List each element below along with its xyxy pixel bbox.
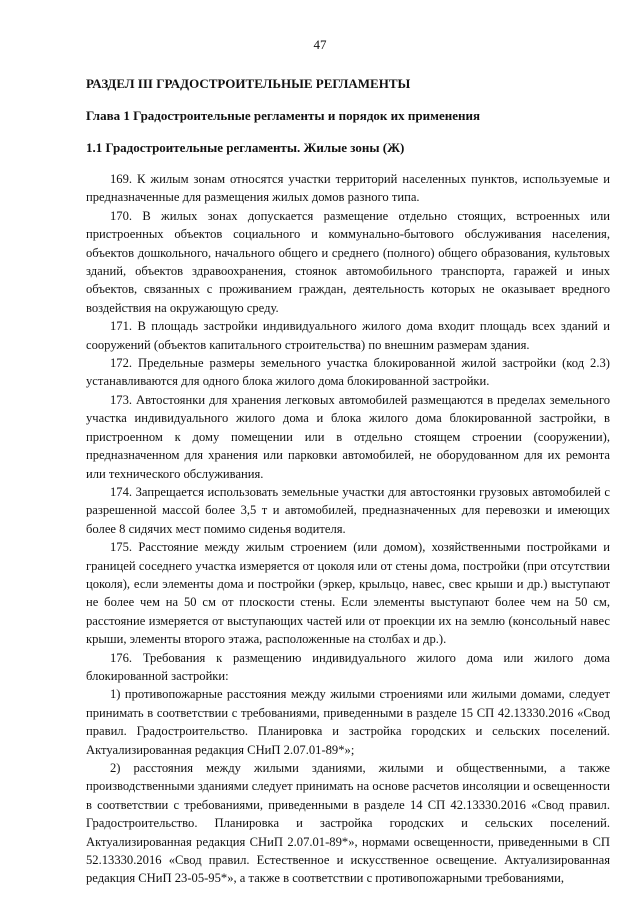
paragraph-171: 171. В площадь застройки индивидуального жилого дома входит площадь всех зданий и сооружений (объектов капитального строительства) по внешним размерам здания. <box>86 319 610 352</box>
section-title: РАЗДЕЛ III ГРАДОСТРОИТЕЛЬНЫЕ РЕГЛАМЕНТЫ <box>86 76 411 91</box>
list-item-1: 1) противопожарные расстояния между жилыми строениями или жилыми домами, следует принимать в соответствии с требованиями, приведенными в разделе 15 СП 42.13330.2016 «Свод правил. Градостроительство. Планировка и застройка городских и сельских поселений. Актуализированная редакция СНиП 2.07.01-89*»; <box>86 687 610 757</box>
page-number: 47 <box>313 37 327 52</box>
paragraph-169: 169. К жилым зонам относятся участки территорий населенных пунктов, используемые и предназначенные для размещения жилых домов разного типа. <box>86 172 610 205</box>
paragraph-175: 175. Расстояние между жилым строением (или домом), хозяйственными постройками и границей соседнего участка измеряется от цоколя или от стены дома, постройки (при отсутствии цоколя), если элементы дома и постройки (эркер, крыльцо, навес, свес крыши и др.) выступают не более чем на 50 см от плоскости стены. Если элементы выступают более чем на 50 см, расстояние измеряется от выступающих частей или от проекции их на землю (консольный навес крыши, элементы второго этажа, расположенные на столбах и др.). <box>86 540 610 647</box>
paragraph-173: 173. Автостоянки для хранения легковых автомобилей размещаются в пределах земельного участка индивидуального жилого дома и блока жилого дома блокированной застройки, в пристроенном к дому помещении или в отдельно стоящем строении (сооружении), предназначенном для хранения или парковки автомобилей, не оборудованном для их ремонта или технического обслуживания. <box>86 392 610 481</box>
paragraph-172: 172. Предельные размеры земельного участка блокированной жилой застройки (код 2.3) устанавливаются для одного блока жилого дома блокированной застройки. <box>86 356 610 389</box>
paragraph-176: 176. Требования к размещению индивидуального жилого дома или жилого дома блокированной застройки: <box>86 650 610 683</box>
subsection-title: 1.1 Градостроительные регламенты. Жилые зоны (Ж) <box>86 140 405 155</box>
chapter-title: Глава 1 Градостроительные регламенты и порядок их применения <box>86 108 480 123</box>
paragraph-174: 174. Запрещается использовать земельные участки для автостоянки грузовых автомобилей с разрешенной массой более 3,5 т и автомобилей, предназначенных для перевозки и имеющих более 8 сидячих мест помимо сиденья водителя. <box>86 484 610 536</box>
list-item-2: 2) расстояния между жилыми зданиями, жилыми и общественными, а также производственными зданиями следует принимать на основе расчетов инсоляции и освещенности в соответствии с требованиями, приведенными в разделе 14 СП 42.13330.2016 «Свод правил. Градостроительство. Планировка и застройка городских и сельских поселений. Актуализированная редакция СНиП 2.07.01-89*», нормами освещенности, приведенными в СП 52.13330.2016 «Свод правил. Естественное и искусственное освещение. Актуализированная редакция СНиП 23-05-95*», а также в соответствии с противопожарными требованиями, <box>86 761 610 886</box>
paragraph-170: 170. В жилых зонах допускается размещение отдельно стоящих, встроенных или пристроенных объектов социального и коммунально-бытового обслуживания населения, объектов дошкольного, начального общего и среднего (полного) общего образования, культовых зданий, объектов здравоохранения, стоянок автомобильного транспорта, гаражей и иных объектов, связанных с проживанием граждан, деятельность которых не оказывает вредного воздействия на окружающую среду. <box>86 208 610 315</box>
document-body <box>86 170 610 888</box>
